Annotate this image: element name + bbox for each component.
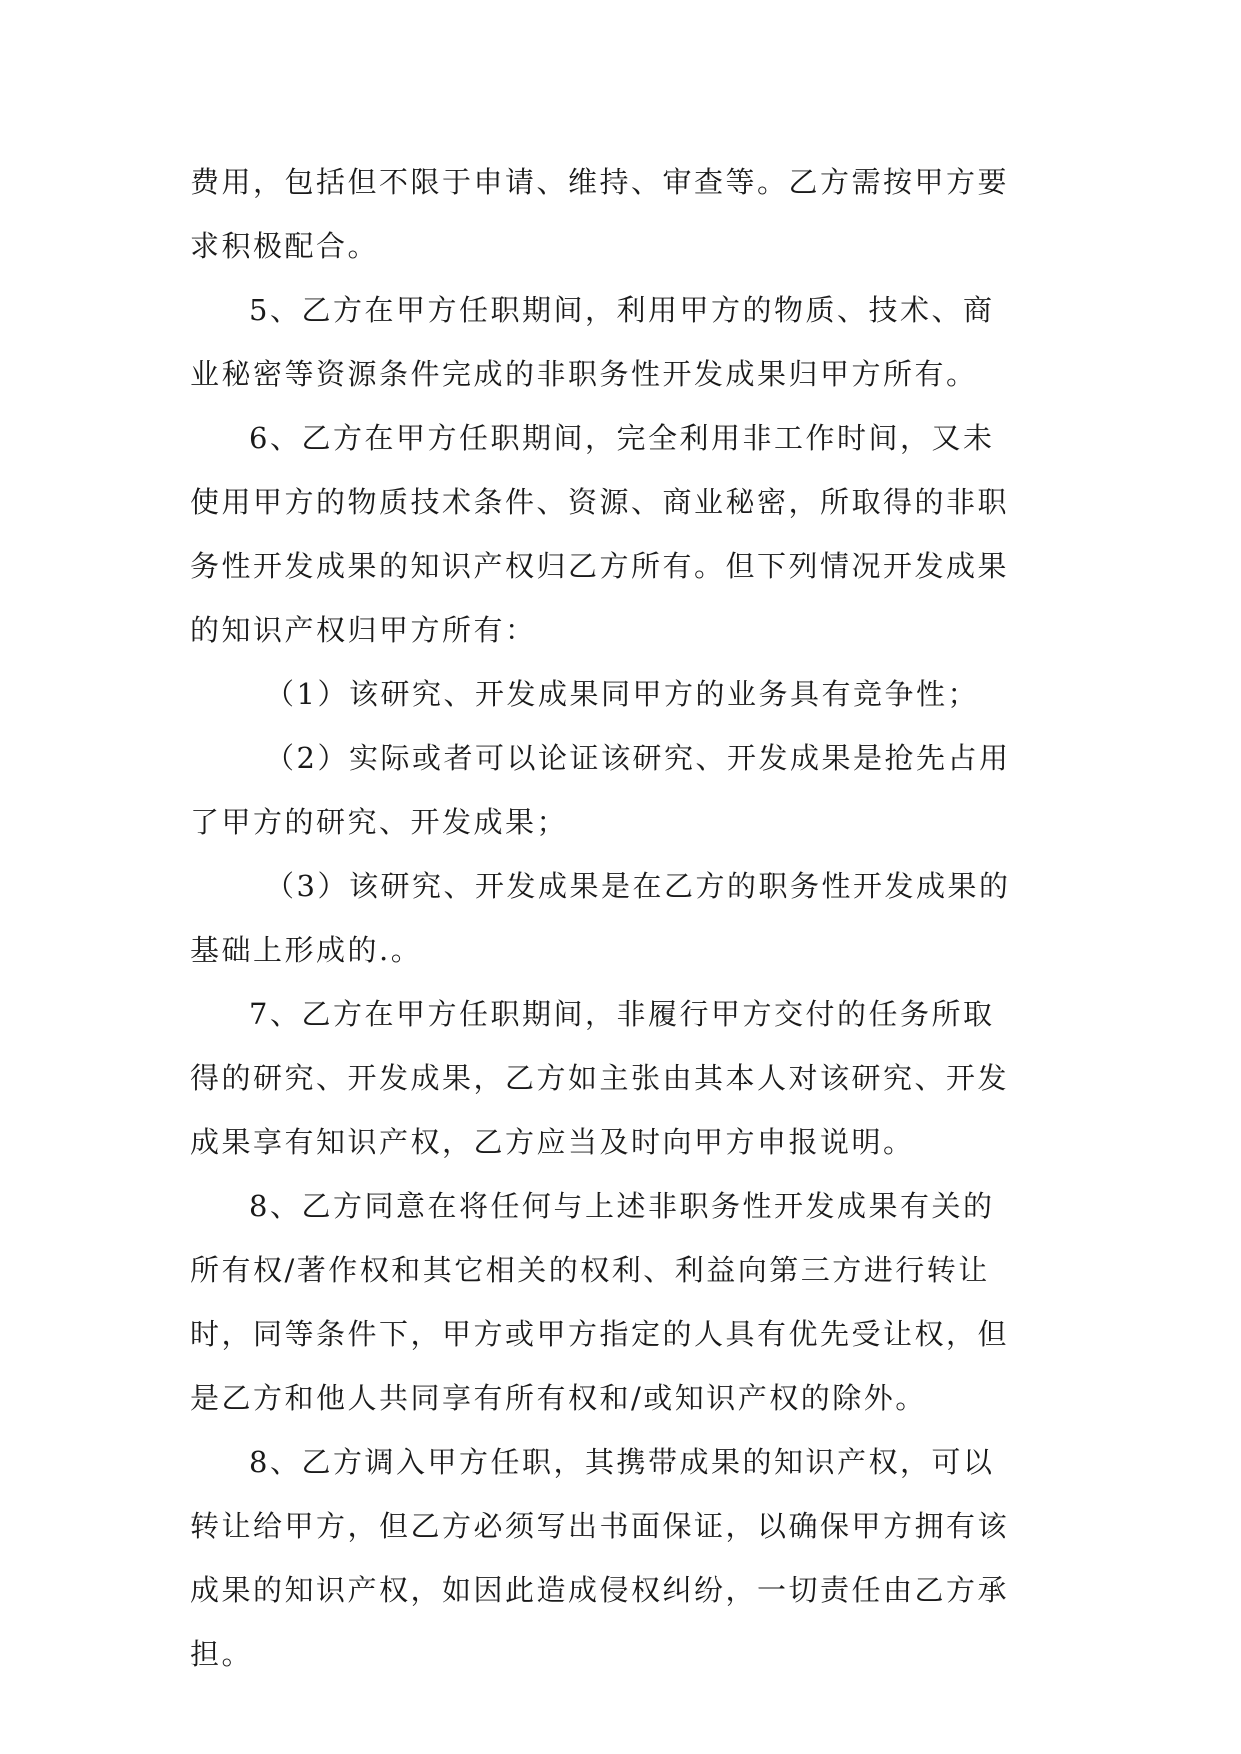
text-line: 的知识产权归甲方所有：	[190, 613, 537, 647]
text-line: 使用甲方的物质技术条件、资源、商业秘密，所取得的非职	[190, 485, 1010, 519]
document-page	[190, 150, 1050, 1686]
text-line: 转让给甲方，但乙方必须写出书面保证，以确保甲方拥有该	[190, 1509, 1010, 1543]
clause-8-line: 8、乙方同意在将任何与上述非职务性开发成果有关的	[249, 1189, 995, 1223]
clause-5-line: 5、乙方在甲方任职期间，利用甲方的物质、技术、商	[249, 293, 995, 327]
text-line: 基础上形成的.。	[190, 933, 423, 967]
sub-item-2-line: （2）实际或者可以论证该研究、开发成果是抢先占用	[265, 741, 1011, 775]
text-line: 务性开发成果的知识产权归乙方所有。但下列情况开发成果	[190, 549, 1010, 583]
text-line: 费用，包括但不限于申请、维持、审查等。乙方需按甲方要	[190, 165, 1010, 199]
text-line: 所有权/著作权和其它相关的权利、利益向第三方进行转让	[190, 1253, 990, 1287]
sub-item-1-line: （1）该研究、开发成果同甲方的业务具有竞争性；	[265, 677, 979, 711]
text-line: 担。	[190, 1637, 254, 1671]
text-line: 得的研究、开发成果，乙方如主张由其本人对该研究、开发	[190, 1061, 1010, 1095]
text-line: 成果享有知识产权，乙方应当及时向甲方申报说明。	[190, 1125, 915, 1159]
text-line: 成果的知识产权，如因此造成侵权纠纷，一切责任由乙方承	[190, 1573, 1010, 1607]
clause-8b-line: 8、乙方调入甲方任职，其携带成果的知识产权，可以	[249, 1445, 995, 1479]
clause-7-line: 7、乙方在甲方任职期间，非履行甲方交付的任务所取	[249, 997, 995, 1031]
text-line: 业秘密等资源条件完成的非职务性开发成果归甲方所有。	[190, 357, 978, 391]
text-line: 时，同等条件下，甲方或甲方指定的人具有优先受让权，但	[190, 1317, 1010, 1351]
text-line: 了甲方的研究、开发成果；	[190, 805, 569, 839]
text-line: 是乙方和他人共同享有所有权和/或知识产权的除外。	[190, 1381, 927, 1415]
sub-item-3-line: （3）该研究、开发成果是在乙方的职务性开发成果的	[265, 869, 1011, 903]
clause-6-line: 6、乙方在甲方任职期间，完全利用非工作时间，又未	[249, 421, 995, 455]
text-line: 求积极配合。	[190, 229, 380, 263]
